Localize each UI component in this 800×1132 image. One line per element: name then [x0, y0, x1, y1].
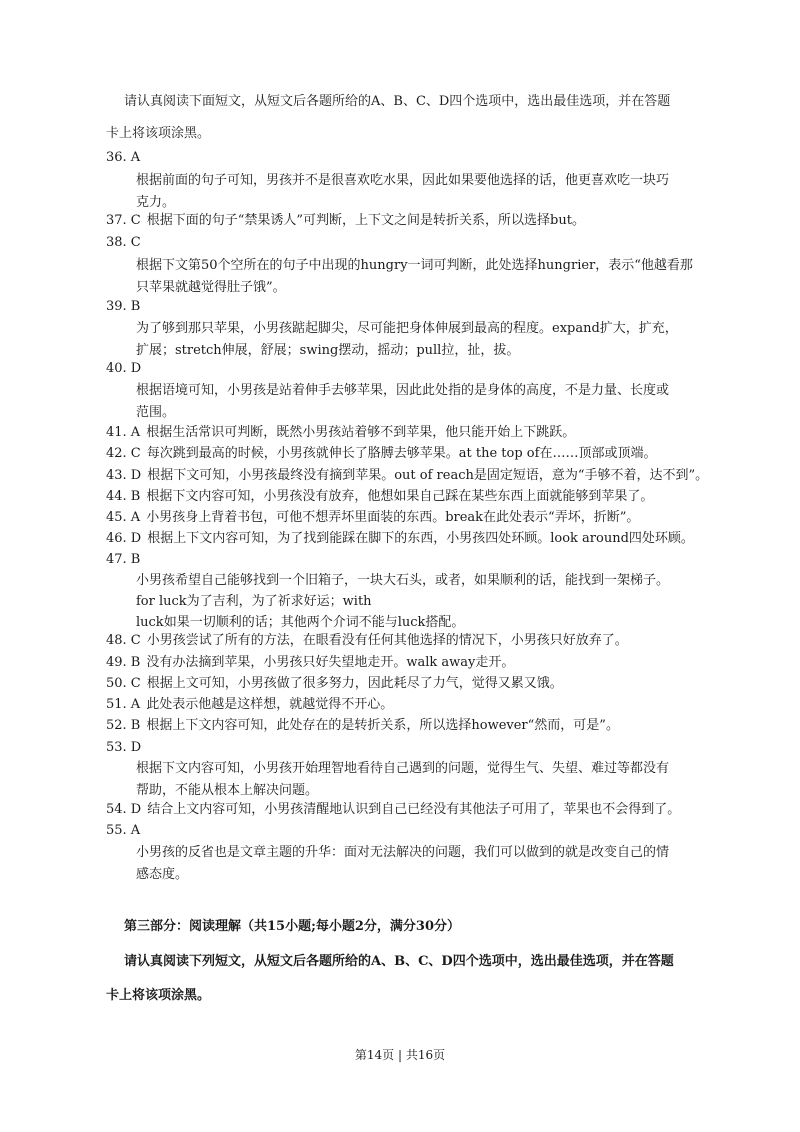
explanation-line: 小男孩希望自己能够找到一个旧箱子，一块大石头，或者，如果顺利的话，能找到一架梯子。	[136, 573, 670, 588]
answer-line	[106, 297, 146, 317]
answer-text: 根据上文可知，小男孩做了很多努力，因此耗尽了力气，觉得又累又饿。	[146, 676, 563, 691]
answer-line	[106, 674, 563, 694]
question-number: 50. C	[106, 676, 141, 691]
question-number: 52. B	[106, 718, 141, 733]
question-number: 47. B	[106, 552, 141, 567]
answer-line	[106, 695, 393, 715]
answer-text: 没有办法摘到苹果，小男孩只好失望地走开。walk away走开。	[146, 655, 515, 670]
question-number: 46. D	[106, 531, 142, 546]
answer-text: 根据下面的句子“禁果诱人”可判断，上下文之间是转折关系，所以选择but。	[146, 213, 585, 228]
answer-line	[106, 487, 653, 507]
answer-text: 根据生活常识可判断，既然小男孩站着够不到苹果，他只能开始上下跳跃。	[146, 425, 576, 440]
explanation-line: 扩展；stretch伸展，舒展；swing摆动，摇动；pull拉，扯，拔。	[136, 343, 520, 358]
answer-line	[106, 466, 708, 486]
explanation-line: 感态度。	[136, 867, 189, 882]
explanation-line: 为了够到那只苹果，小男孩踮起脚尖，尽可能把身体伸展到最高的程度。expand扩大，扩充，	[136, 321, 678, 336]
answer-text: 根据上下文内容可知，此处存在的是转折关系，所以选择however“然而，可是”。	[146, 718, 619, 733]
question-number: 45. A	[106, 510, 141, 525]
section-instruction-line-1: 请认真阅读下列短文，从短文后各题所给的A、B、C、D四个选项中，选出最佳选项，并在答题	[124, 954, 674, 969]
question-number: 42. C	[106, 446, 141, 461]
question-number: 55. A	[106, 823, 141, 838]
question-number: 37. C	[106, 213, 141, 228]
explanation	[136, 318, 720, 362]
answer-text: 根据下文内容可知，小男孩没有放弃，他想如果自己踩在某些东西上面就能够到苹果了。	[146, 489, 654, 504]
explanation-line: 帮助，不能从根本上解决问题。	[136, 783, 319, 798]
answer-line	[106, 211, 585, 231]
answer-line	[106, 423, 575, 443]
answer-text: 根据上下文内容可知，为了找到能踩在脚下的东西，小男孩四处环顾。look around四处环顾。	[147, 531, 694, 546]
intro-line-1: 请认真阅读下面短文，从短文后各题所给的A、B、C、D四个选项中，选出最佳选项，并在答题	[124, 94, 671, 109]
explanation	[136, 570, 720, 633]
question-number: 44. B	[106, 489, 141, 504]
question-number: 40. D	[106, 361, 142, 376]
answer-text: 小男孩身上背着书包，可他不想弄坏里面装的东西。break在此处表示“弄坏，折断”。	[146, 510, 640, 525]
answer-line	[106, 738, 147, 758]
question-number: 38. C	[106, 235, 141, 250]
section-heading: 第三部分：阅读理解（共15小题;每小题2分，满分30分）	[124, 919, 461, 934]
answer-line	[106, 800, 680, 820]
question-number: 54. D	[106, 802, 142, 817]
answer-text: 根据下文可知，小男孩最终没有摘到苹果。out of reach是固定短语，意为“手够不着，达不到”。	[147, 468, 709, 483]
explanation-line: luck如果一切顺利的话；其他两个介词不能与luck搭配。	[136, 615, 465, 630]
answer-text: 结合上文内容可知，小男孩清醒地认识到自己已经没有其他法子可用了，苹果也不会得到了。	[147, 802, 681, 817]
answer-line	[106, 359, 147, 379]
question-number: 39. B	[106, 299, 141, 314]
explanation	[136, 758, 720, 802]
question-number: 53. D	[106, 740, 142, 755]
explanation-line: 根据语境可知，小男孩是站着伸手去够苹果，因此此处指的是身体的高度，不是力量、长度或	[136, 383, 670, 398]
answer-line	[106, 529, 694, 549]
question-number: 36. A	[106, 150, 141, 165]
explanation-line: 克力。	[136, 195, 176, 210]
question-number: 51. A	[106, 697, 141, 712]
intro-line-2: 卡上将该项涂黑。	[106, 126, 211, 141]
question-number: 49. B	[106, 655, 141, 670]
explanation	[136, 255, 720, 299]
question-number: 43. D	[106, 468, 142, 483]
answer-line	[106, 508, 639, 528]
answer-line	[106, 821, 146, 841]
explanation-line: 只苹果就越觉得肚子饿”。	[136, 280, 286, 295]
explanation-line: for luck为了吉利，为了祈求好运；with	[136, 594, 372, 609]
explanation	[136, 170, 720, 214]
answer-line	[106, 148, 146, 168]
page-footer: 第14页 | 共16页	[354, 1048, 446, 1062]
question-number: 48. C	[106, 633, 141, 648]
explanation-line: 小男孩的反省也是文章主题的升华：面对无法解决的问题，我们可以做到的就是改变自己的情	[136, 845, 670, 860]
answer-text: 每次跳到最高的时候，小男孩就伸长了胳膊去够苹果。at the top of在……顶部或顶端。	[146, 446, 657, 461]
explanation	[136, 842, 720, 886]
answer-line	[106, 233, 147, 253]
question-number: 41. A	[106, 425, 141, 440]
answer-text: 此处表示他越是这样想，就越觉得不开心。	[146, 697, 394, 712]
explanation-line: 根据下文第50个空所在的句子中出现的hungry一词可判断，此处选择hungrier，表示“他越看那	[136, 258, 693, 273]
answer-line	[106, 653, 514, 673]
answer-text: 小男孩尝试了所有的方法，在眼看没有任何其他选择的情况下，小男孩只好放弃了。	[146, 633, 628, 648]
answer-line	[106, 631, 628, 651]
explanation-line: 根据前面的句子可知，男孩并不是很喜欢吃水果，因此如果要他选择的话，他更喜欢吃一块巧	[136, 173, 670, 188]
answer-line	[106, 550, 146, 570]
section-instruction-line-2: 卡上将该项涂黑。	[106, 988, 211, 1003]
explanation-line: 根据下文内容可知，小男孩开始理智地看待自己遇到的问题，觉得生气、失望、难过等都没有	[136, 761, 670, 776]
answer-line	[106, 444, 656, 464]
explanation	[136, 380, 720, 424]
explanation-line: 范围。	[136, 405, 176, 420]
answer-line	[106, 716, 619, 736]
